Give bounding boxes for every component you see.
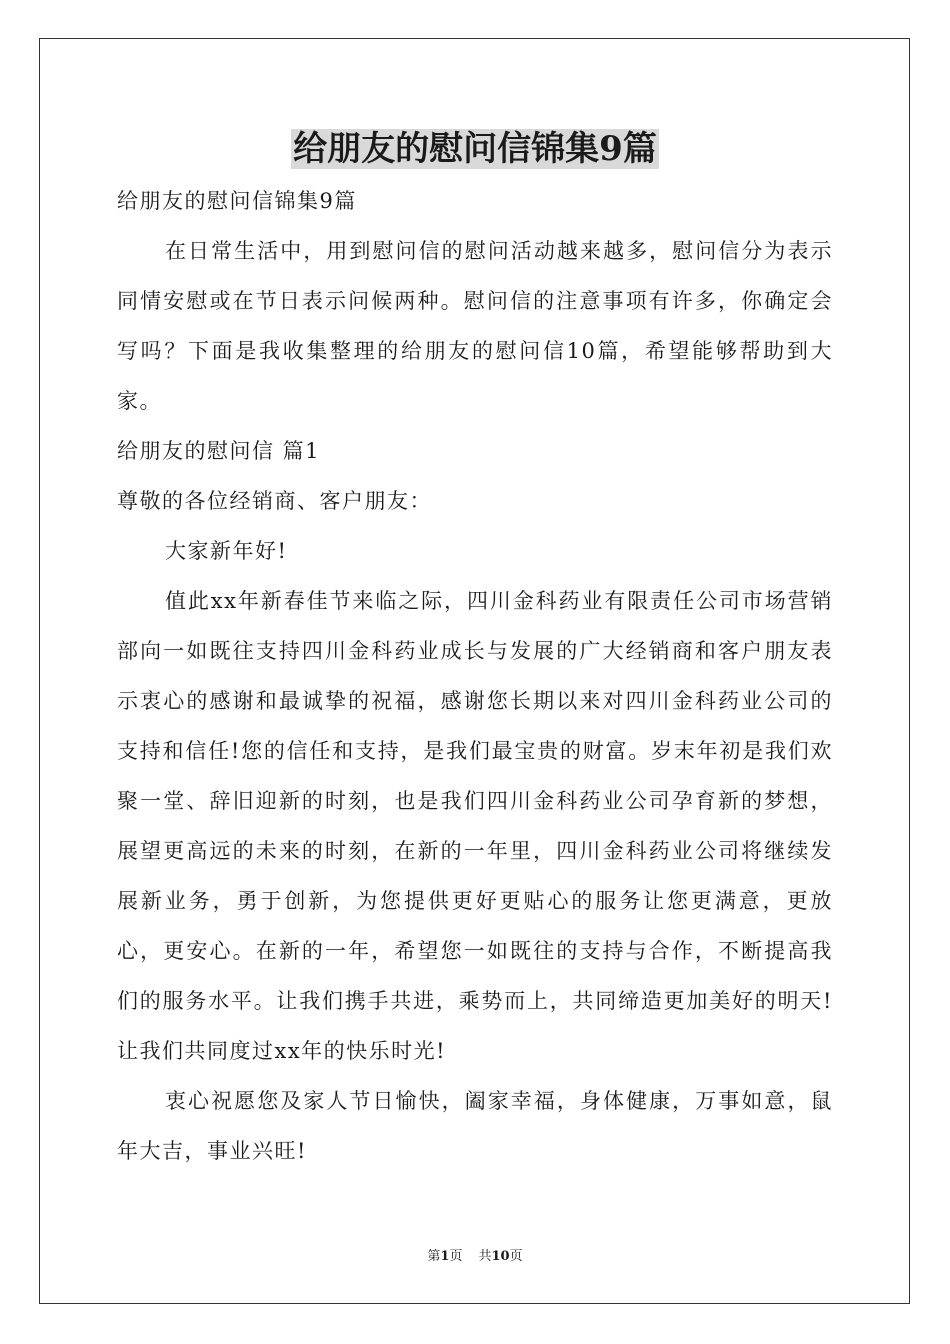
document-body xyxy=(117,176,833,1176)
greeting: 大家新年好! xyxy=(165,539,288,563)
page-footer xyxy=(0,1248,950,1266)
document-title xyxy=(0,126,950,172)
total-pages-indicator: 共10页 xyxy=(478,1249,523,1264)
body-paragraph: 在日常生活中，用到慰问信的慰问活动越来越多，慰问信分为表示同情安慰或在节日表示问候两种。慰问信的注意事项有许多，你确定会写吗？下面是我收集整理的给朋友的慰问信10篇，希望能够帮助到大家。 xyxy=(117,239,833,413)
body-paragraph: 给朋友的慰问信锦集9篇 xyxy=(117,189,357,213)
closing-wishes: 衷心祝愿您及家人节日愉快，阖家幸福，身体健康，万事如意，鼠年大吉，事业兴旺! xyxy=(117,1089,833,1163)
section-heading: 给朋友的慰问信 篇1 xyxy=(117,439,321,463)
page-indicator: 第1页 xyxy=(427,1249,463,1264)
page-number: 1 xyxy=(440,1249,450,1264)
document-title-text: 给朋友的慰问信锦集9篇 xyxy=(293,129,657,169)
salutation: 尊敬的各位经销商、客户朋友： xyxy=(117,489,432,513)
body-paragraph: 值此xx年新春佳节来临之际，四川金科药业有限责任公司市场营销部向一如既往支持四川金科药业成长与发展的广大经销商和客户朋友表示衷心的感谢和最诚挚的祝福，感谢您长期以来对四川金科药业公司的支持和信任!您的信任和支持，是我们最宝贵的财富。岁末年初是我们欢聚一堂、辞旧迎新的时刻，也是我们四川金科药业公司孕育新的梦想，展望更高远的未来的时刻，在新的一年里，四川金科药业公司将继续发展新业务，勇于创新，为您提供更好更贴心的服务让您更满意，更放心，更安心。在新的一年，希望您一如既往的支持与合作，不断提高我们的服务水平。让我们携手共进，乘势而上，共同缔造更加美好的明天!让我们共同度过xx年的快乐时光! xyxy=(117,589,833,1063)
total-pages: 10 xyxy=(491,1249,510,1264)
